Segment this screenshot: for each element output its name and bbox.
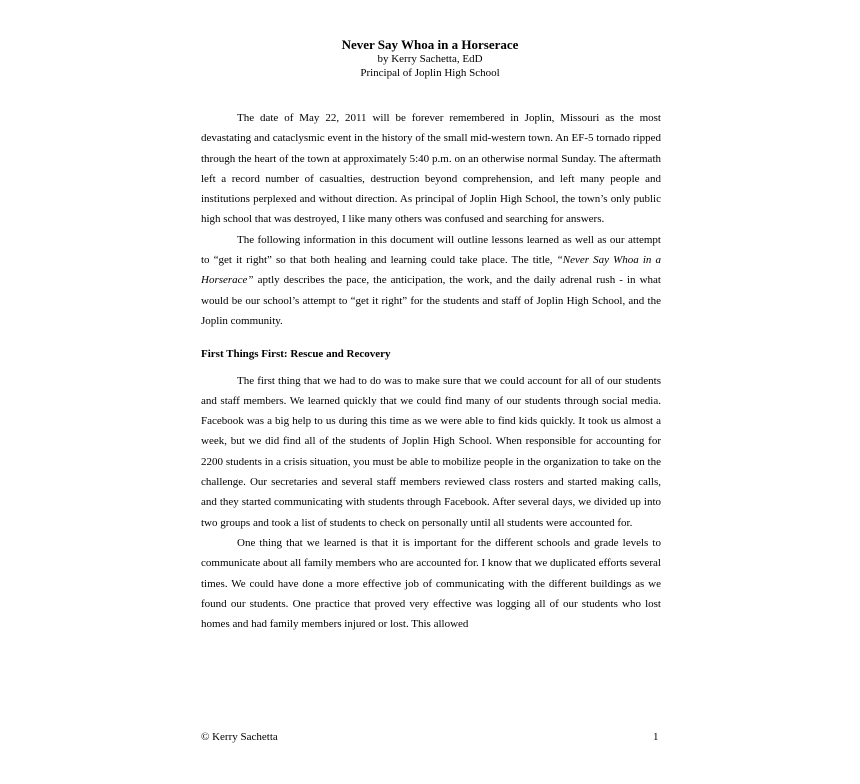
paragraph-1: The date of May 22, 2011 will be forever remembered in Joplin, Missouri as the most devastating and cataclysmic event in the history of the small mid-western town. An EF-5 tornado ripped through the heart of the town at approximately 5:40 p.m. on an otherwise normal Sunday. The aftermath left a record number of casualties, destruction beyond comprehension, and left many people and institutions perplexed and without direction. As principal of Joplin High School, the town’s only public high school that was destroyed, I like many others was confused and searching for answers. <box>201 112 661 226</box>
paragraph-2-text-start: The following information in this document will outline lessons learned as well as our attempt to “get it right” so that both healing and learning could take place. The title, <box>201 233 661 267</box>
footer-copyright: © Kerry Sachetta <box>201 731 278 743</box>
paragraph-2 <box>201 230 661 331</box>
author-byline: by Kerry Sachetta, EdD <box>377 53 483 65</box>
page-number: 1 <box>653 731 659 743</box>
author-position: Principal of Joplin High School <box>360 67 500 79</box>
paragraph-2-text-end: aptly describes the pace, the anticipation, the work, and the daily adrenal rush - in what would be our school’s attempt to “get it right” for the students and staff of Joplin High School, and the Joplin community. <box>201 274 661 327</box>
paragraph-4: One thing that we learned is that it is important for the different schools and grade levels to communicate about all family members who are accounted for. I know that we duplicated efforts several times. We could have done a more effective job of communicating with the different buildings as we found our students. One practice that proved very effective was logging all of our students who lost homes and had family members injured or lost. This allowed <box>201 536 661 631</box>
document-header <box>0 38 860 80</box>
document-title: Never Say Whoa in a Horserace <box>341 37 519 52</box>
paragraph-2-title-italic: “Never Say Whoa in a Horserace” <box>201 254 662 287</box>
paragraph-3: The first thing that we had to do was to make sure that we could account for all of our students and staff members. We learned quickly that we could find many of our students through social media. Facebook was a big help to us during this time as we were able to find kids quickly. It took us almost a week, but we did find all of the students of Joplin High School. When responsible for accounting for 2200 students in a crisis situation, you must be able to mobilize people in the organization to take on the challenge. Our secretaries and several staff members reviewed class rosters and started making calls, and they started communicating with students through Facebook. After several days, we divided up into two groups and took a list of students to check on personally until all students were accounted for. <box>201 374 661 529</box>
document-body <box>201 108 661 634</box>
section-heading: First Things First: Rescue and Recovery <box>201 348 391 361</box>
